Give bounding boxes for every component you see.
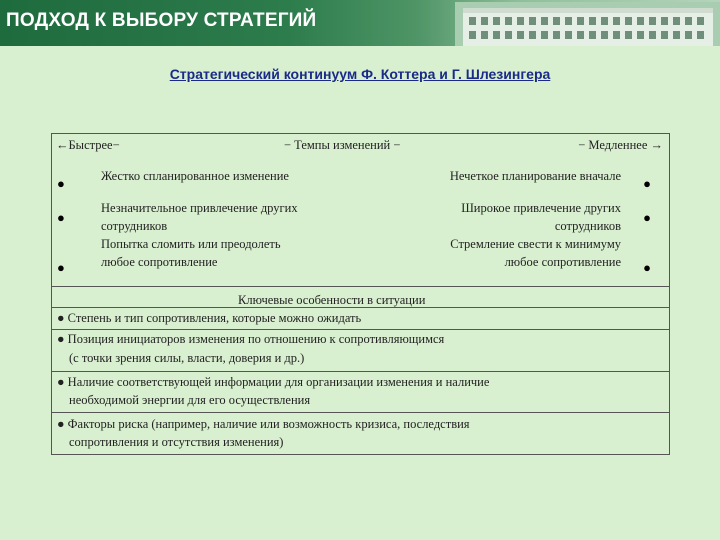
right-item-wide-involvement-cont: сотрудников xyxy=(554,219,621,233)
feature-initiators-position: ● Позиция инициаторов изменения по отношению к сопротивляющимся xyxy=(57,332,445,346)
feature-information: ● Наличие соответствующей информации для организации изменения и наличие xyxy=(57,375,490,389)
features-heading: Ключевые особенности в ситуации xyxy=(238,293,426,307)
subtitle: Стратегический континуум Ф. Коттера и Г. Шлезингера xyxy=(169,66,551,82)
left-item-overcome-resistance: Попытка сломить или преодолеть xyxy=(101,237,281,251)
slide-title: ПОДХОД К ВЫБОРУ СТРАТЕГИЙ xyxy=(6,10,317,31)
bullet-icon: ● xyxy=(643,210,651,225)
right-item-wide-involvement: Широкое привлечение других xyxy=(461,201,621,215)
continuum-box xyxy=(51,133,670,287)
features-box xyxy=(51,286,670,455)
feature-initiators-position-cont: (с точки зрения силы, власти, доверия и др.) xyxy=(69,351,305,365)
left-item-overcome-resistance-cont: любое сопротивление xyxy=(101,255,218,269)
bullet-icon: ● xyxy=(57,260,65,275)
left-item-rigid-plan: Жестко спланированное изменение xyxy=(101,169,289,183)
divider xyxy=(52,307,669,308)
right-item-minimize-resistance: Стремление свести к минимуму xyxy=(450,237,621,251)
pace-label: − Темпы изменений − xyxy=(284,138,401,152)
right-item-minimize-resistance-cont: любое сопротивление xyxy=(504,255,621,269)
right-item-vague-plan: Нечеткое планирование вначале xyxy=(449,169,621,183)
feature-risk-cont: сопротивления и отсутствия изменения) xyxy=(69,435,284,449)
divider xyxy=(52,412,669,413)
left-item-minor-involvement: Незначительное привлечение других xyxy=(101,201,298,215)
divider xyxy=(52,371,669,372)
bullet-icon: ● xyxy=(643,176,651,191)
header-bar xyxy=(0,0,720,46)
left-item-minor-involvement-cont: сотрудников xyxy=(101,219,168,233)
bullet-icon: ● xyxy=(57,176,65,191)
feature-information-cont: необходимой энергии для его осуществления xyxy=(69,393,311,407)
feature-risk: ● Факторы риска (например, наличие или возможность кризиса, последствия xyxy=(57,417,470,431)
slower-label: − Медленнее → xyxy=(578,138,663,152)
feature-resistance: ● Степень и тип сопротивления, которые можно ожидать xyxy=(57,311,362,325)
building-image xyxy=(455,2,720,46)
faster-label: ←Быстрее− xyxy=(56,138,120,152)
bullet-icon: ● xyxy=(643,260,651,275)
bullet-icon: ● xyxy=(57,210,65,225)
